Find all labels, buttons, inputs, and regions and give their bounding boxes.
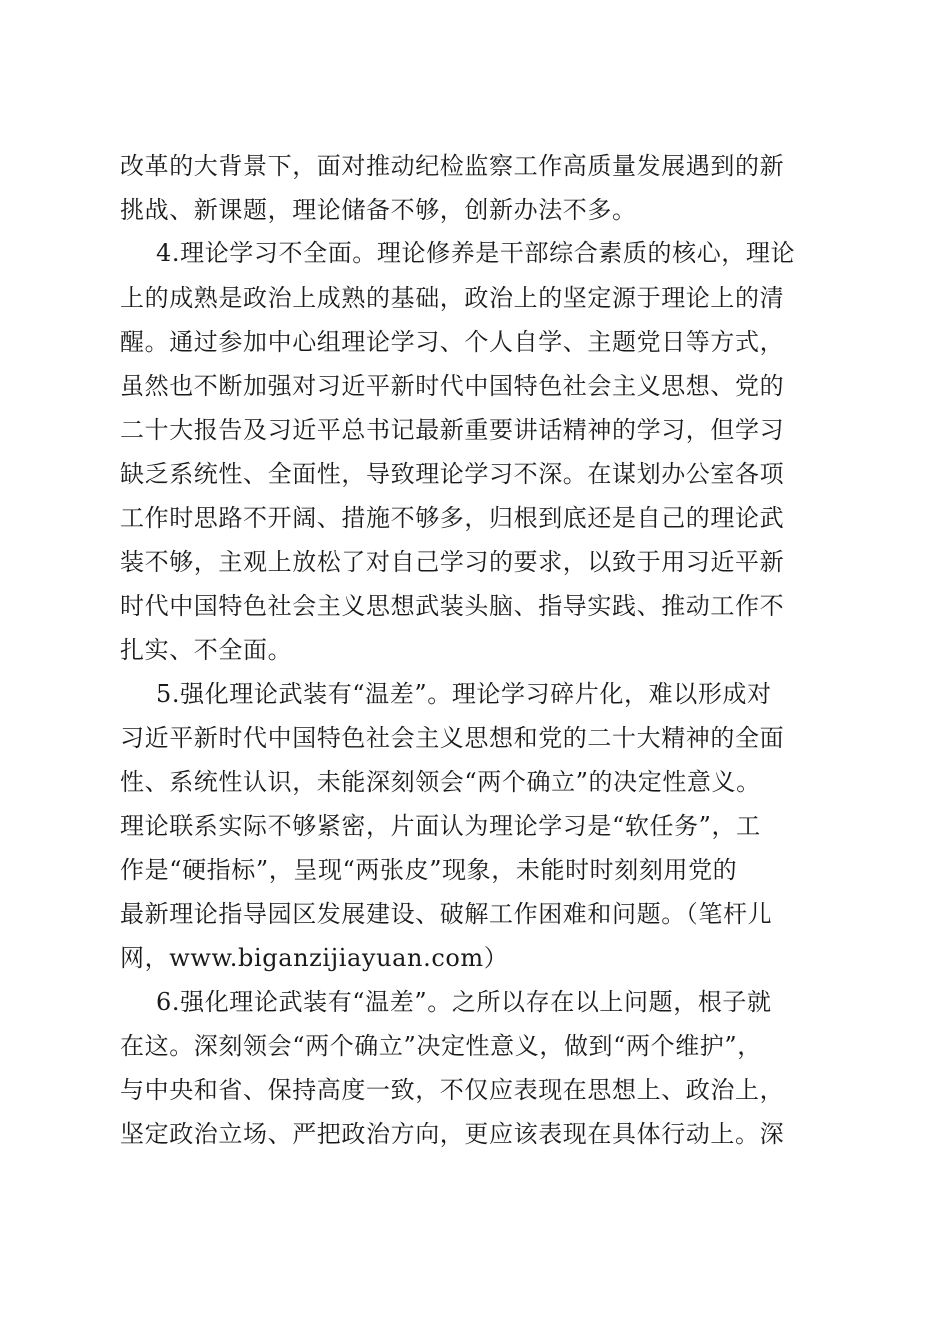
text-line: 挑战、新课题，理论储备不够，创新办法不多。: [120, 196, 637, 224]
paragraph-5-start: 5.强化理论武装有“温差”。理论学习碎片化，难以形成对: [156, 680, 772, 708]
text-line: 虽然也不断加强对习近平新时代中国特色社会主义思想、党的: [120, 372, 785, 400]
text-line: 醒。通过参加中心组理论学习、个人自学、主题党日等方式，: [120, 328, 785, 356]
text-line: 坚定政治立场、严把政治方向，更应该表现在具体行动上。深: [120, 1120, 785, 1148]
text-line: 时代中国特色社会主义思想武装头脑、指导实践、推动工作不: [120, 592, 785, 620]
text-line: 理论联系实际不够紧密，片面认为理论学习是“软任务”，工: [120, 812, 761, 840]
paragraph-6-start: 6.强化理论武装有“温差”。之所以存在以上问题，根子就: [156, 988, 772, 1016]
text-line: 装不够，主观上放松了对自己学习的要求，以致于用习近平新: [120, 548, 785, 576]
text-line: 工作时思路不开阔、措施不够多，归根到底还是自己的理论武: [120, 504, 785, 532]
text-line: 在这。深刻领会“两个确立”决定性意义，做到“两个维护”，: [120, 1032, 762, 1060]
paragraph-4-start: 4.理论学习不全面。理论修养是干部综合素质的核心，理论: [156, 239, 796, 267]
text-line: 作是“硬指标”，呈现“两张皮”现象，未能时时刻刻用党的: [120, 856, 738, 884]
text-line: 最新理论指导园区发展建设、破解工作困难和问题。（笔杆儿: [120, 900, 773, 928]
text-line: 改革的大背景下，面对推动纪检监察工作高质量发展遇到的新: [120, 152, 785, 180]
text-line: 习近平新时代中国特色社会主义思想和党的二十大精神的全面: [120, 724, 785, 752]
text-line: 性、系统性认识，未能深刻领会“两个确立”的决定性意义。: [120, 768, 761, 796]
text-line: 与中央和省、保持高度一致，不仅应表现在思想上、政治上，: [120, 1076, 785, 1104]
text-line: 扎实、不全面。: [120, 636, 293, 664]
text-line: 上的成熟是政治上成熟的基础，政治上的坚定源于理论上的清: [120, 284, 785, 312]
text-line: 二十大报告及习近平总书记最新重要讲话精神的学习，但学习: [120, 416, 785, 444]
text-line: 网，www.biganzijiayuan.com）: [120, 944, 509, 972]
text-line: 缺乏系统性、全面性，导致理论学习不深。在谋划办公室各项: [120, 460, 785, 488]
